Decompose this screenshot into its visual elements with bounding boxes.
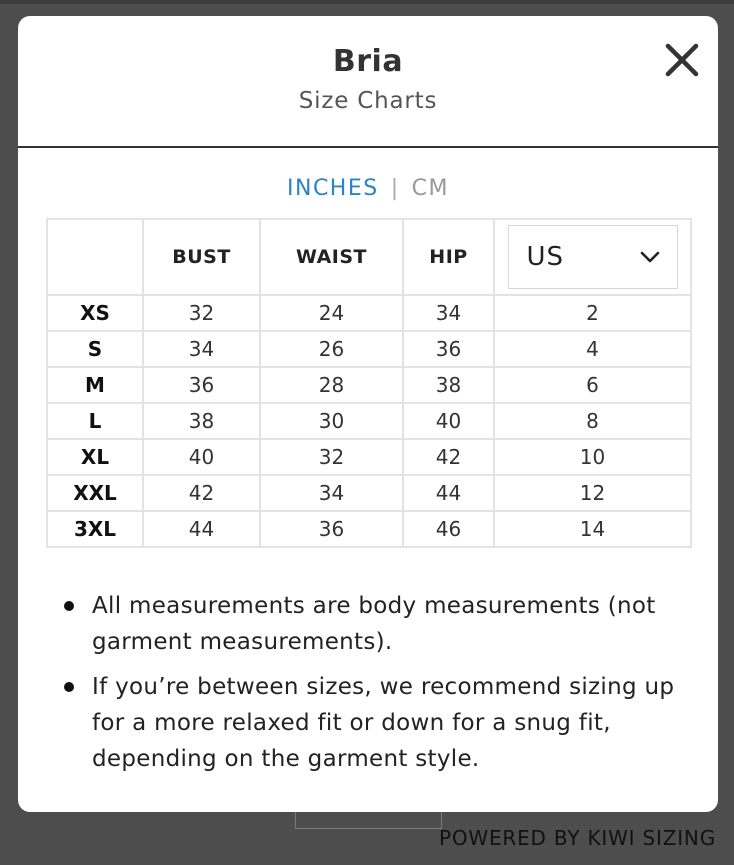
bust-cell: 34 bbox=[143, 331, 260, 367]
region-size-cell: 4 bbox=[494, 331, 691, 367]
bust-cell: 40 bbox=[143, 439, 260, 475]
bullet-icon bbox=[64, 682, 74, 692]
note-item bbox=[92, 669, 682, 777]
region-size-cell: 2 bbox=[494, 295, 691, 331]
bust-cell: 42 bbox=[143, 475, 260, 511]
unit-cm-tab[interactable]: CM bbox=[411, 176, 449, 201]
chevron-down-icon bbox=[639, 250, 661, 264]
hip-cell: 36 bbox=[403, 331, 494, 367]
size-label: XXL bbox=[47, 475, 143, 511]
hip-cell: 40 bbox=[403, 403, 494, 439]
powered-by-link[interactable]: POWERED BY KIWI SIZING bbox=[438, 826, 716, 850]
note-text: All measurements are body measurements (not garment measurements). bbox=[92, 593, 656, 655]
size-label: L bbox=[47, 403, 143, 439]
close-icon bbox=[660, 38, 704, 82]
table-row bbox=[47, 403, 691, 439]
table-row bbox=[47, 367, 691, 403]
hip-cell: 38 bbox=[403, 367, 494, 403]
region-size-cell: 6 bbox=[494, 367, 691, 403]
unit-toggle bbox=[18, 176, 718, 201]
region-select-value: US bbox=[526, 242, 565, 272]
waist-cell: 28 bbox=[260, 367, 403, 403]
size-chart-modal bbox=[18, 16, 718, 812]
table-header-row bbox=[47, 219, 691, 295]
modal-subtitle: Size Charts bbox=[298, 88, 438, 114]
size-table bbox=[46, 218, 692, 548]
hip-cell: 34 bbox=[403, 295, 494, 331]
measurement-notes bbox=[92, 588, 682, 786]
size-label: S bbox=[47, 331, 143, 367]
table-row bbox=[47, 475, 691, 511]
unit-separator: | bbox=[390, 176, 400, 201]
size-label: 3XL bbox=[47, 511, 143, 547]
modal-title: Bria bbox=[332, 44, 404, 79]
waist-cell: 36 bbox=[260, 511, 403, 547]
region-size-cell: 10 bbox=[494, 439, 691, 475]
table-row bbox=[47, 439, 691, 475]
header-size bbox=[47, 219, 143, 295]
hip-cell: 44 bbox=[403, 475, 494, 511]
bust-cell: 36 bbox=[143, 367, 260, 403]
modal-header bbox=[18, 16, 718, 148]
header-region bbox=[494, 219, 691, 295]
unit-inches-tab[interactable]: INCHES bbox=[287, 176, 379, 201]
hip-cell: 46 bbox=[403, 511, 494, 547]
size-label: XS bbox=[47, 295, 143, 331]
bust-cell: 38 bbox=[143, 403, 260, 439]
region-size-cell: 14 bbox=[494, 511, 691, 547]
table-row bbox=[47, 511, 691, 547]
waist-cell: 24 bbox=[260, 295, 403, 331]
region-size-cell: 12 bbox=[494, 475, 691, 511]
table-row bbox=[47, 331, 691, 367]
waist-cell: 30 bbox=[260, 403, 403, 439]
header-waist: WAIST bbox=[260, 219, 403, 295]
bullet-icon bbox=[64, 601, 74, 611]
size-label: M bbox=[47, 367, 143, 403]
waist-cell: 26 bbox=[260, 331, 403, 367]
bust-cell: 32 bbox=[143, 295, 260, 331]
note-item bbox=[92, 588, 682, 660]
close-button[interactable] bbox=[660, 38, 704, 82]
region-select[interactable] bbox=[508, 225, 678, 289]
table-row bbox=[47, 295, 691, 331]
bust-cell: 44 bbox=[143, 511, 260, 547]
size-label: XL bbox=[47, 439, 143, 475]
header-bust: BUST bbox=[143, 219, 260, 295]
hip-cell: 42 bbox=[403, 439, 494, 475]
waist-cell: 34 bbox=[260, 475, 403, 511]
waist-cell: 32 bbox=[260, 439, 403, 475]
page-background-strip bbox=[0, 0, 734, 4]
header-hip: HIP bbox=[403, 219, 494, 295]
region-size-cell: 8 bbox=[494, 403, 691, 439]
note-text: If you’re between sizes, we recommend sizing up for a more relaxed fit or down for a snug fit, depending on the garment style. bbox=[92, 674, 675, 772]
